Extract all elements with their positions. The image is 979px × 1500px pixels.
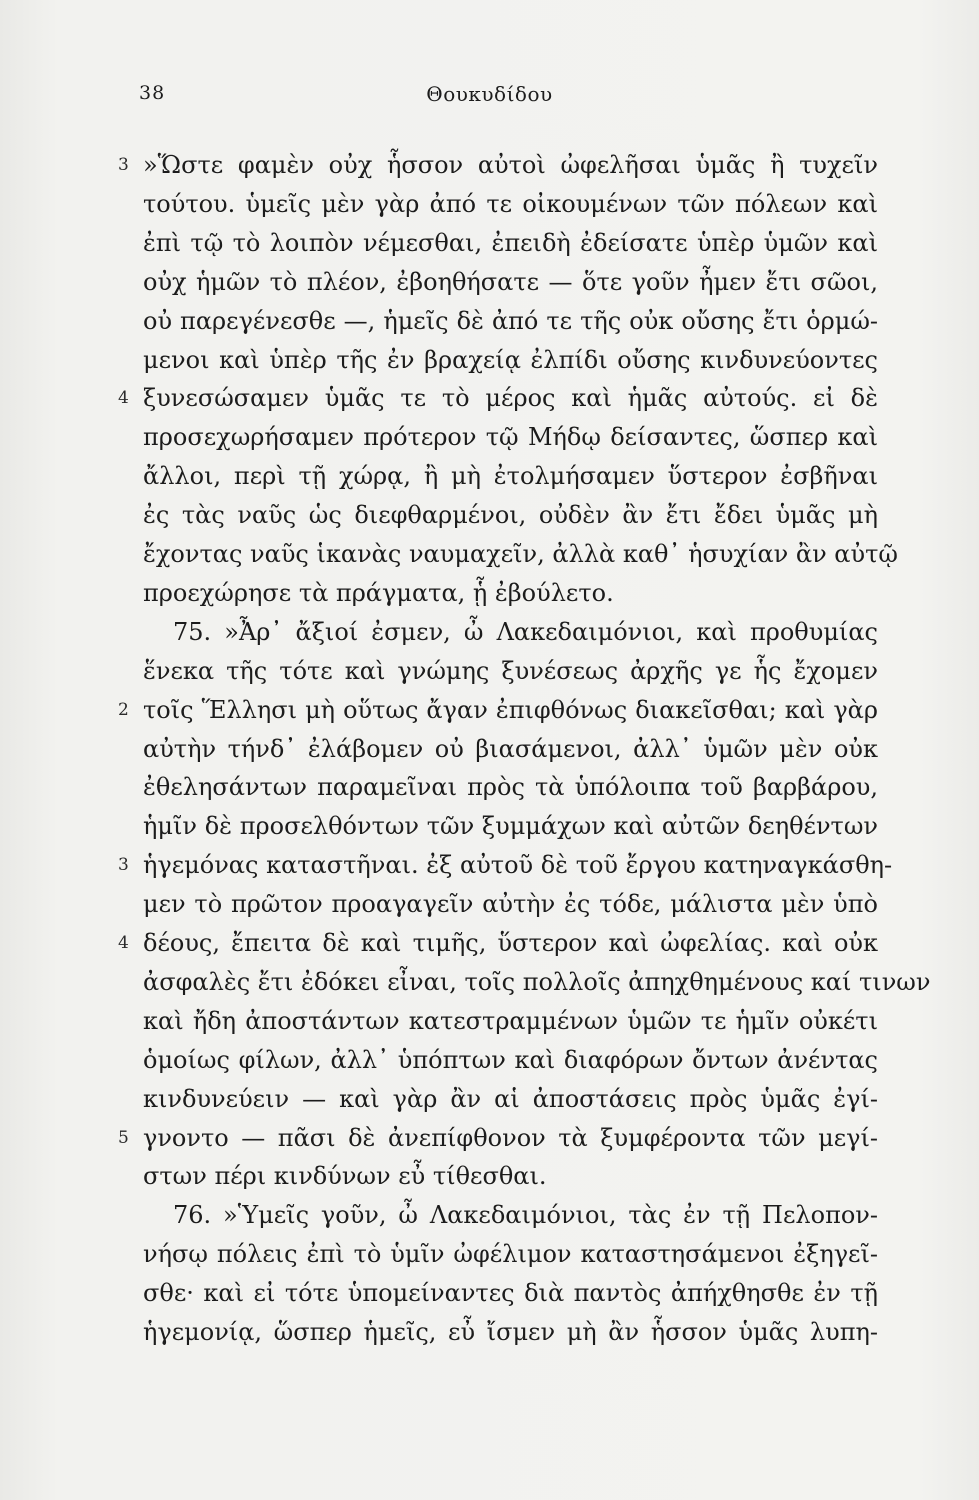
margin-section-number: 5 [118,1128,129,1148]
running-title: Θουκυδίδου [426,82,553,106]
text-line: οὐχ ἡμῶν τὸ πλέον, ἐβοηθήσατε — ὅτε γοῦν ἦμεν ἔτι σῶοι, [143,268,878,296]
text-line: προεχώρησε τὰ πράγματα, ᾗ ἐβούλετο. [143,579,614,607]
text-line: προσεχωρήσαμεν πρότερον τῷ Μήδῳ δείσαντες, ὥσπερ καὶ [143,423,878,451]
text-line: μενοι καὶ ὑπὲρ τῆς ἐν βραχείᾳ ἐλπίδι οὔσης κινδυνεύοντες [143,346,878,374]
text-line: νήσῳ πόλεις ἐπὶ τὸ ὑμῖν ὠφέλιμον καταστησάμενοι ἐξηγεῖ- [143,1240,878,1268]
text-line: ὁμοίως φίλων, ἀλλ᾽ ὑπόπτων καὶ διαφόρων ὄντων ἀνέντας [143,1046,878,1074]
text-line: στων πέρι κινδύνων εὖ τίθεσθαι. [143,1162,547,1190]
text-line: μεν τὸ πρῶτον προαγαγεῖν αὐτὴν ἐς τόδε, μάλιστα μὲν ὑπὸ [143,890,878,918]
text-line: ἀσφαλὲς ἔτι ἐδόκει εἶναι, τοῖς πολλοῖς ἀπηχθημένους καί τινων [143,968,931,996]
margin-section-number: 4 [118,388,129,408]
text-line: τοῖς Ἕλλησι μὴ οὕτως ἄγαν ἐπιφθόνως διακεῖσθαι; καὶ γὰρ [143,696,878,724]
text-line: ἐπὶ τῷ τὸ λοιπὸν νέμεσθαι, ἐπειδὴ ἐδείσατε ὑπὲρ ὑμῶν καὶ [143,229,878,257]
page-number: 38 [139,82,166,104]
text-line: καὶ ἤδη ἀποστάντων κατεστραμμένων ὑμῶν τε ἡμῖν οὐκέτι [143,1007,878,1035]
text-line: ἐς τὰς ναῦς ὡς διεφθαρμένοι, οὐδὲν ἂν ἔτι ἔδει ὑμᾶς μὴ [143,501,878,529]
text-line: αὐτὴν τήνδ᾽ ἐλάβομεν οὐ βιασάμενοι, ἀλλ᾽ ὑμῶν μὲν οὐκ [143,735,878,763]
text-line: τούτου. ὑμεῖς μὲν γὰρ ἀπό τε οἰκουμένων τῶν πόλεων καὶ [143,190,878,218]
margin-section-number: 3 [118,855,129,875]
text-line: ἡμῖν δὲ προσελθόντων τῶν ξυμμάχων καὶ αὐτῶν δεηθέντων [143,812,878,840]
margin-section-number: 4 [118,933,129,953]
text-line: ἡγεμονίᾳ, ὥσπερ ἡμεῖς, εὖ ἴσμεν μὴ ἂν ἧσσον ὑμᾶς λυπη- [143,1318,878,1346]
text-line: ἄλλοι, περὶ τῇ χώρᾳ, ἢ μὴ ἐτολμήσαμεν ὕστερον ἐσβῆναι [143,462,878,490]
text-line: σθε· καὶ εἰ τότε ὑπομείναντες διὰ παντὸς ἀπήχθησθε ἐν τῇ [143,1279,878,1307]
text-line: ξυνεσώσαμεν ὑμᾶς τε τὸ μέρος καὶ ἡμᾶς αὐτούς. εἰ δὲ [143,384,878,412]
text-line: ἐθελησάντων παραμεῖναι πρὸς τὰ ὑπόλοιπα τοῦ βαρβάρου, [143,773,878,801]
text-line: οὐ παρεγένεσθε —, ἡμεῖς δὲ ἀπό τε τῆς οὐκ οὔσης ἔτι ὁρμώ- [143,307,878,335]
text-line: κινδυνεύειν — καὶ γὰρ ἂν αἱ ἀποστάσεις πρὸς ὑμᾶς ἐγί- [143,1085,878,1113]
text-line: »Ὥστε φαμὲν οὐχ ἧσσον αὐτοὶ ὠφελῆσαι ὑμᾶς ἢ τυχεῖν [143,151,878,179]
margin-section-number: 2 [118,700,129,720]
text-line: 75. »Ἆρ᾽ ἄξιοί ἐσμεν, ὦ Λακεδαιμόνιοι, καὶ προθυμίας [173,618,878,646]
text-line: ἕνεκα τῆς τότε καὶ γνώμης ξυνέσεως ἀρχῆς γε ἧς ἔχομεν [143,657,878,685]
text-line: ἡγεμόνας καταστῆναι. ἐξ αὐτοῦ δὲ τοῦ ἔργου κατηναγκάσθη- [143,851,893,879]
text-line: δέους, ἔπειτα δὲ καὶ τιμῆς, ὕστερον καὶ ὠφελίας. καὶ οὐκ [143,929,878,957]
text-line: ἔχοντας ναῦς ἱκανὰς ναυμαχεῖν, ἀλλὰ καθ᾽ ἡσυχίαν ἂν αὐτῷ [143,540,898,568]
text-line: 76. »Ὑμεῖς γοῦν, ὦ Λακεδαιμόνιοι, τὰς ἐν τῇ Πελοπον- [173,1201,878,1229]
text-line: γνοντο — πᾶσι δὲ ἀνεπίφθονον τὰ ξυμφέροντα τῶν μεγί- [143,1124,878,1152]
margin-section-number: 3 [118,155,129,175]
